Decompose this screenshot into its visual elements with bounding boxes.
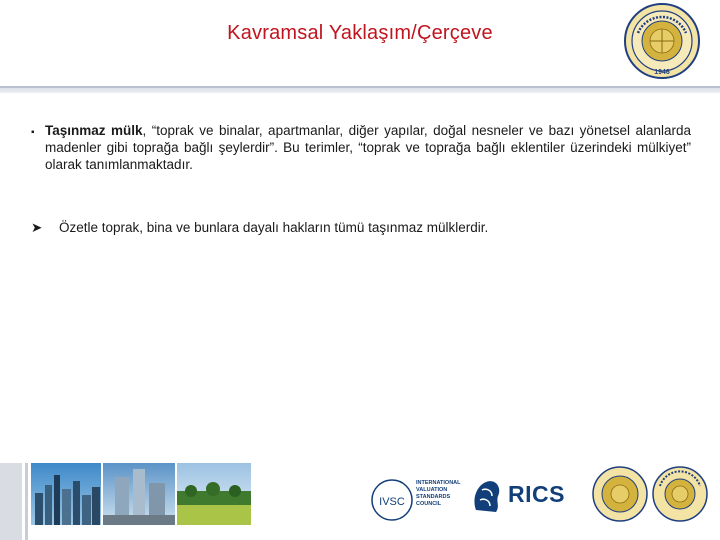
footer-seal-logo-2 [652, 464, 708, 524]
seal-year: 1946 [654, 69, 670, 76]
ivsc-text-block [416, 480, 461, 508]
ivsc-text-line: COUNCIL [416, 501, 442, 507]
header-divider-line [0, 86, 720, 88]
bullet-item-2 [31, 220, 488, 236]
towers-photo [103, 463, 175, 525]
skyline-photo [31, 463, 101, 525]
ivsc-label: IVSC [379, 496, 405, 508]
slide-title: Kavramsal Yaklaşım/Çerçeve [227, 22, 493, 44]
university-seal-logo [624, 3, 700, 79]
rics-label: RICS [508, 481, 565, 507]
rics-lion-icon [470, 476, 504, 516]
content-body [31, 122, 691, 173]
ivsc-text-line: VALUATION [416, 487, 448, 493]
square-bullet-icon: ▪ [31, 127, 35, 138]
bullet1-text: , “toprak ve binalar, apartmanlar, diğer yapılar, doğal nesneler ve bazı yönetsel alanlarda madenler gibi toprağa bağlı şeylerdir”. Bu terimler, “toprak ve toprağa bağlı eklentiler üzerindeki mülkiyet” olarak tanımlanmaktadır. [45, 123, 691, 172]
footer-side-bar [0, 463, 22, 540]
ivsc-text-line: INTERNATIONAL [416, 480, 461, 486]
bullet-item-1 [31, 122, 691, 173]
bullet2-text: Özetle toprak, bina ve bunlara dayalı hakların tümü taşınmaz mülklerdir. [59, 220, 489, 235]
arrow-bullet-icon: ➤ [31, 220, 43, 235]
ivsc-logo [368, 478, 416, 522]
bullet1-term: Taşınmaz mülk [45, 123, 143, 138]
field-photo [177, 463, 251, 525]
ivsc-text-line: STANDARDS [416, 494, 451, 500]
footer-side-bar-thin [25, 463, 28, 540]
footer-seal-logo-1 [592, 464, 648, 524]
